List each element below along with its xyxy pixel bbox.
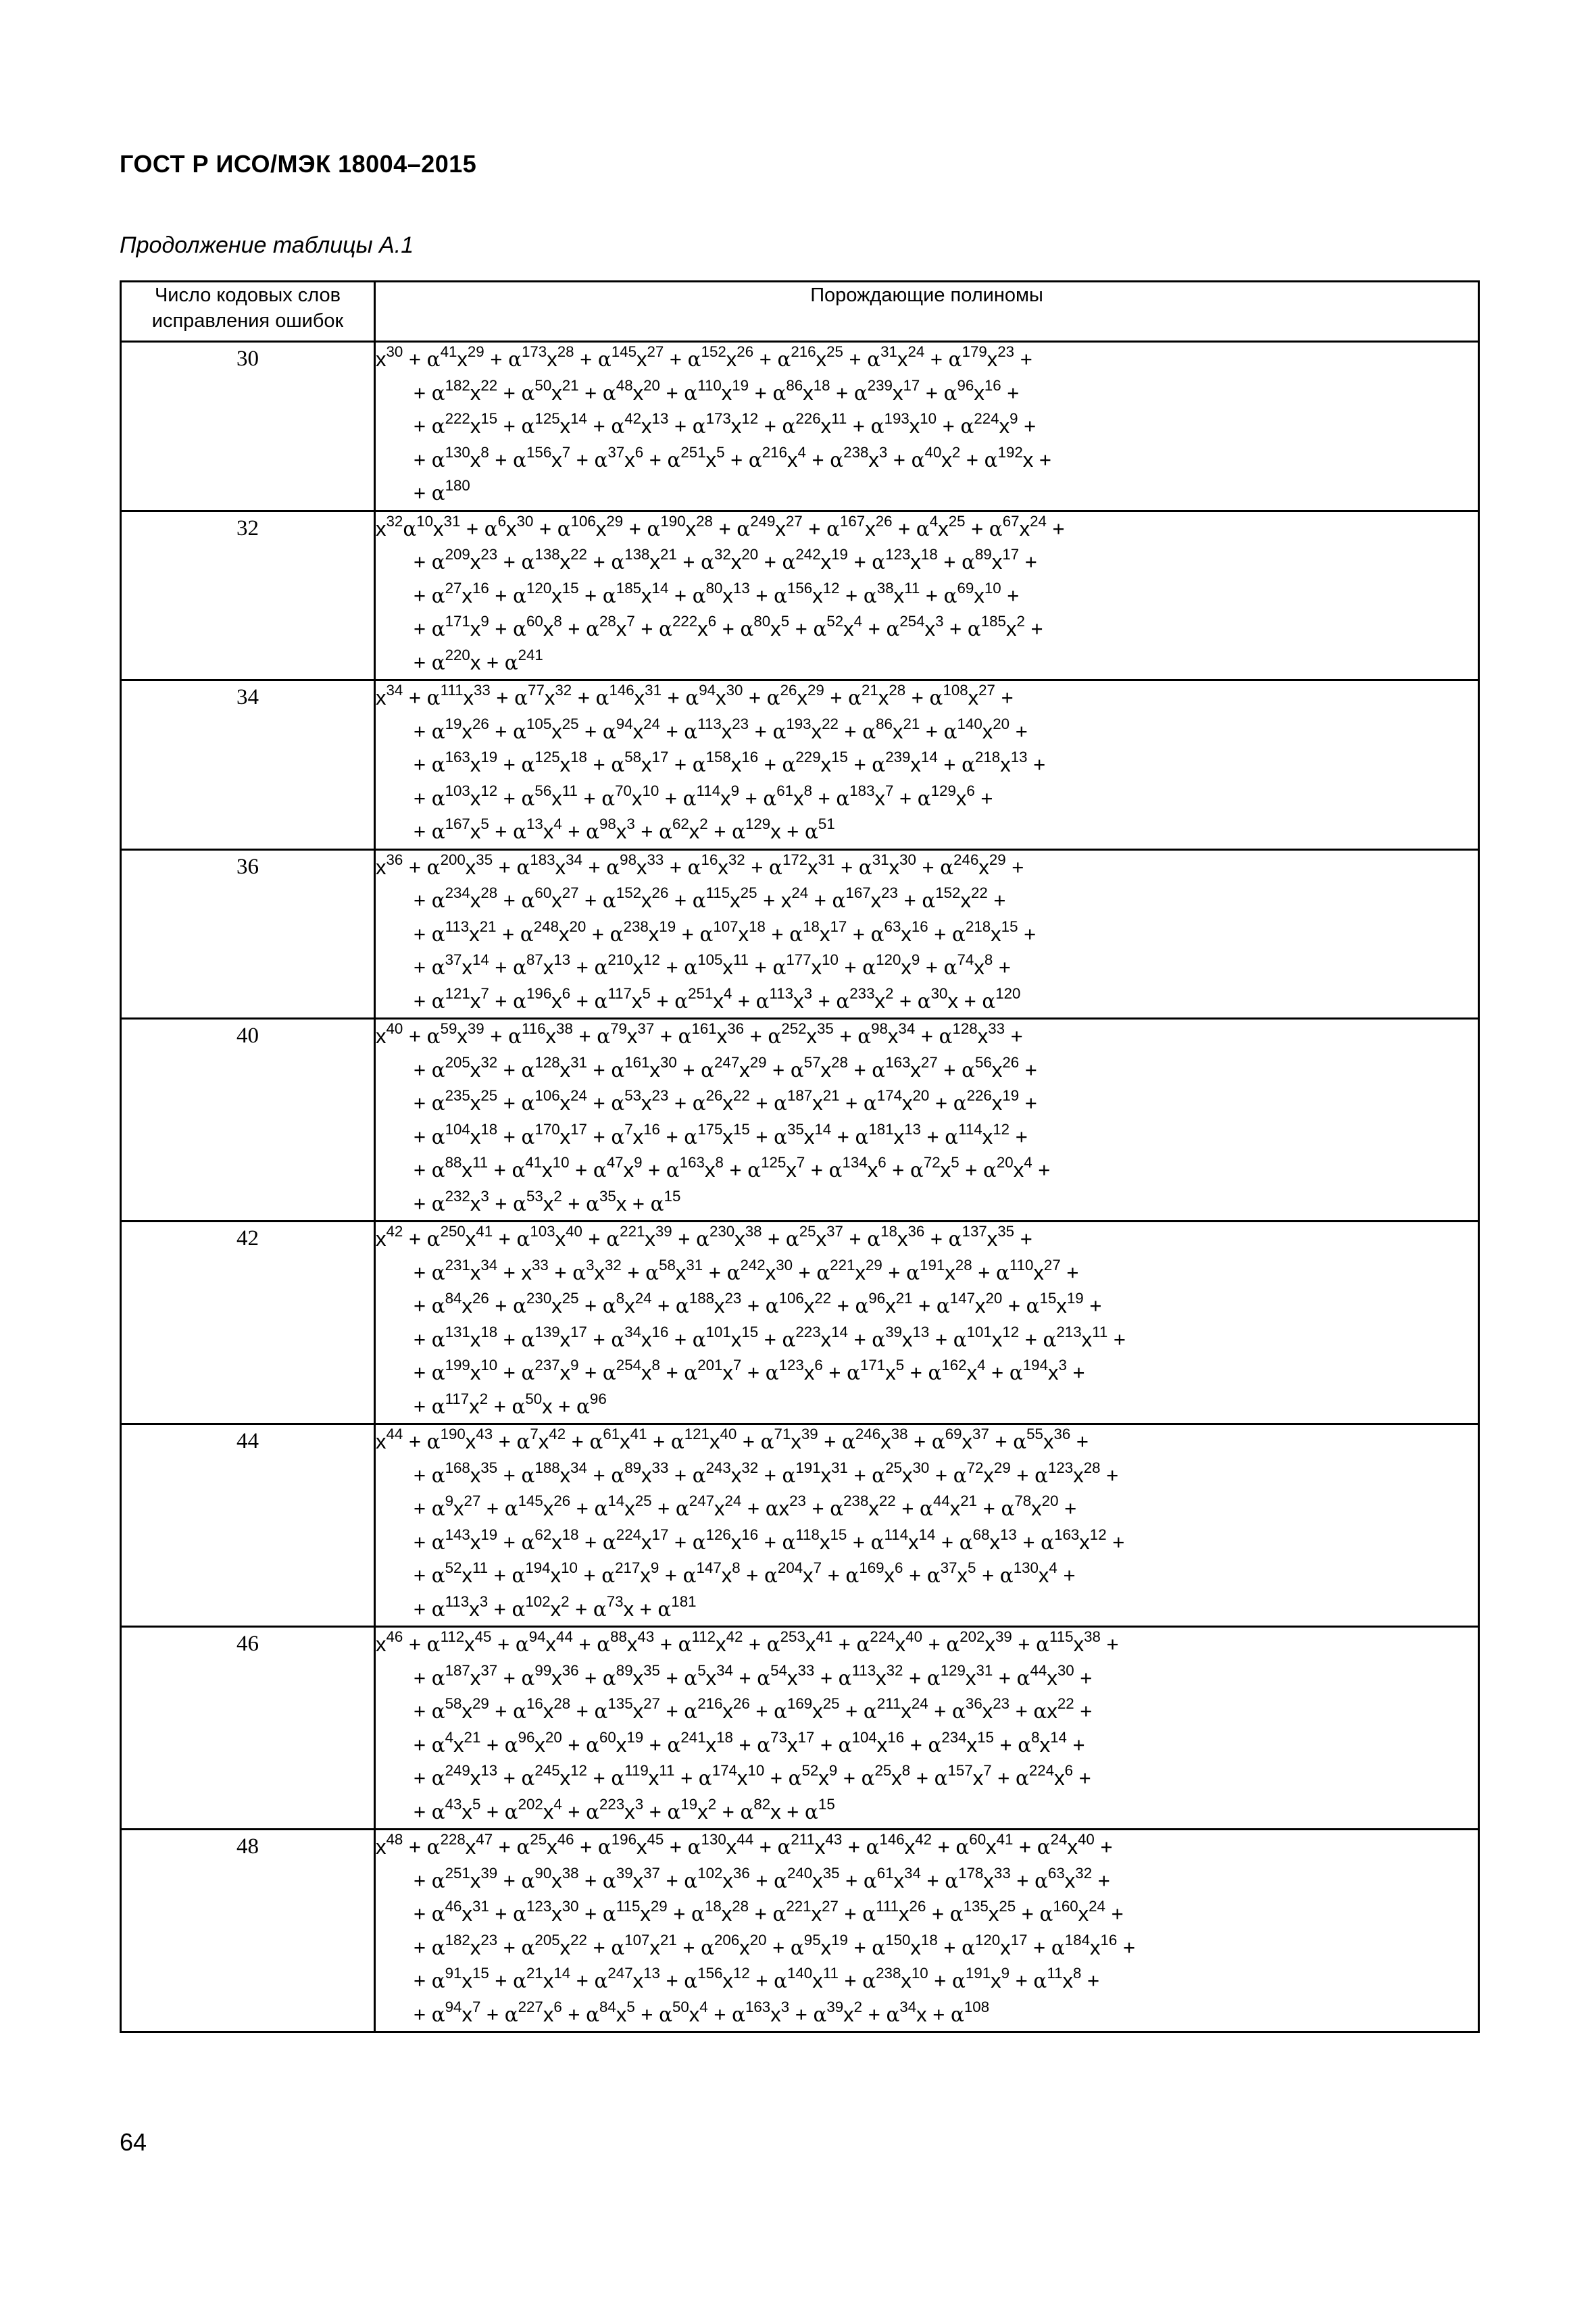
polynomial-line: $x^{40} + \alpha^{59}x^{39} + \alpha^{116}x^{38} + \alpha^{79}x^{37} + \alpha^{161}x^{36} + \alpha^{252}x^{35} + \alpha^{98}x^{34} + \alpha^{128}x^{33}$ + bbox=[376, 1020, 1023, 1048]
polynomial-line: + α249x13 + α245x12 + α119x11 + α174x10 + α52x9 + α25x8 + α157x7 + α224x6 + bbox=[414, 1762, 1091, 1790]
polynomial-line: + α143x19 + α62x18 + α224x17 + α126x16 + α118x15 + α114x14 + α68x13 + α163x12 + bbox=[414, 1526, 1125, 1554]
polynomial-line: + $\alpha^{103}x^{12} + \alpha^{56}x^{11} + \alpha^{70}x^{10} + \alpha^{114}x^9 + \alpha^{61}x^8 + \alpha^{183}x^7 + \alpha^{129}x^6$ + bbox=[414, 782, 993, 810]
polynomial-line: + α199x10 + α237x9 + α254x8 + α201x7 + α123x6 + α171x5 + α162x4 + α194x3 + bbox=[414, 1357, 1085, 1384]
polynomial-line: + α131x18 + α139x17 + α34x16 + α101x15 + α223x14 + α39x13 + α101x12 + α213x11 + bbox=[414, 1323, 1126, 1351]
polynomial-line: + $\alpha^{171}x^9 + \alpha^{60}x^8 + \alpha^{28}x^7 + \alpha^{222}x^6 + \alpha^{80}x^5 + \alpha^{52}x^4 + \alpha^{254}x^3 + \alpha^{185}x^2$ + bbox=[414, 613, 1043, 640]
polynomial-line: + α168x35 + α188x34 + α89x33 + α243x32 + α191x31 + α25x30 + α72x29 + α123x28 + bbox=[414, 1459, 1119, 1487]
codeword-count-cell: 48 bbox=[121, 1830, 375, 2032]
column-header-codewords bbox=[121, 282, 375, 342]
polynomial-line: x44 + α190x43 + α7x42 + α61x41 + α121x40 + α71x39 + α246x38 + α69x37 + α55x36 + bbox=[376, 1426, 1089, 1453]
column-header-polynomials: Порождающие полиномы bbox=[375, 282, 1479, 342]
polynomial-cell bbox=[375, 1424, 1479, 1627]
codeword-count-cell: 40 bbox=[121, 1019, 375, 1222]
table-row bbox=[121, 511, 1479, 680]
polynomial-line: + $\alpha^{104}x^{18} + \alpha^{170}x^{17} + \alpha^7x^{16} + \alpha^{175}x^{15} + \alpha^{35}x^{14} + \alpha^{181}x^{13} + \alpha^{114}x^{12}$ + bbox=[414, 1120, 1028, 1149]
polynomial-line: + α58x29 + α16x28 + α135x27 + α216x26 + α169x25 + α211x24 + α36x23 + αx22 + bbox=[414, 1695, 1093, 1723]
polynomial-line: x46 + α112x45 + α94x44 + α88x43 + α112x42 + α253x41 + α224x40 + α202x39 + α115x38 + bbox=[376, 1628, 1119, 1656]
polynomial-cell bbox=[375, 342, 1479, 511]
polynomial-line: + $\alpha^{209}x^{23} + \alpha^{138}x^{22} + \alpha^{138}x^{21} + \alpha^{32}x^{20} + \alpha^{242}x^{19} + \alpha^{123}x^{18} + \alpha^{89}x^{17}$ + bbox=[414, 546, 1037, 574]
polynomial-line: + $\alpha^{130}x^8 + \alpha^{156}x^7 + \alpha^{37}x^6 + \alpha^{251}x^5 + \alpha^{216}x^4 + \alpha^{238}x^3 + \alpha^{40}x^2 + \alpha^{192}x$ + bbox=[414, 443, 1051, 472]
column-header-codewords-line1: Число кодовых слов bbox=[154, 284, 341, 306]
table-body bbox=[121, 342, 1479, 2032]
codeword-count-cell: 44 bbox=[121, 1424, 375, 1627]
polynomial-line: x48 + α228x47 + α25x46 + α196x45 + α130x44 + α211x43 + α146x42 + α60x41 + α24x40 + bbox=[376, 1831, 1113, 1859]
polynomial-line: + α4x21 + α96x20 + α60x19 + α241x18 + α73x17 + α104x16 + α234x15 + α8x14 + bbox=[414, 1728, 1085, 1757]
polynomial-line: + $\alpha^{180}$ bbox=[414, 477, 470, 505]
polynomial-line: + $\alpha^{121}x^7 + \alpha^{196}x^6 + \alpha^{117}x^5 + \alpha^{251}x^4 + \alpha^{113}x^3 + \alpha^{233}x^2 + \alpha^{30}x + \alpha^{120}$ bbox=[414, 984, 1021, 1013]
polynomial-line: + α231x34 + x33 + α3x32 + α58x31 + α242x30 + α221x29 + α191x28 + α110x27 + bbox=[414, 1256, 1079, 1284]
codeword-count-cell: 36 bbox=[121, 849, 375, 1019]
polynomial-cell bbox=[375, 849, 1479, 1019]
polynomial-line: + α46x31 + α123x30 + α115x29 + α18x28 + α221x27 + α111x26 + α135x25 + α160x24 + bbox=[414, 1898, 1124, 1926]
polynomial-line: + $\alpha^{235}x^{25} + \alpha^{106}x^{24} + \alpha^{53}x^{23} + \alpha^{26}x^{22} + \alpha^{187}x^{21} + \alpha^{174}x^{20} + \alpha^{226}x^{19}$ + bbox=[414, 1087, 1037, 1115]
polynomial-line: + $\alpha^{27}x^{16} + \alpha^{120}x^{15} + \alpha^{185}x^{14} + \alpha^{80}x^{13} + \alpha^{156}x^{12} + \alpha^{38}x^{11} + \alpha^{69}x^{10}$ + bbox=[414, 579, 1020, 607]
polynomial-line: + $\alpha^{88}x^{11} + \alpha^{41}x^{10} + \alpha^{47}x^9 + \alpha^{163}x^8 + \alpha^{125}x^7 + \alpha^{134}x^6 + \alpha^{72}x^5 + \alpha^{20}x^4$ + bbox=[414, 1154, 1051, 1182]
document-header: ГОСТ Р ИСО/МЭК 18004–2015 bbox=[120, 150, 477, 178]
codeword-count-cell: 30 bbox=[121, 342, 375, 511]
polynomial-line: + $\alpha^{37}x^{14} + \alpha^{87}x^{13} + \alpha^{210}x^{12} + \alpha^{105}x^{11} + \alpha^{177}x^{10} + \alpha^{120}x^9 + \alpha^{74}x^8$ + bbox=[414, 951, 1011, 979]
polynomial-line: + $\alpha^{113}x^{21} + \alpha^{248}x^{20} + \alpha^{238}x^{19} + \alpha^{107}x^{18} + \alpha^{18}x^{17} + \alpha^{63}x^{16} + \alpha^{218}x^{15}$ + bbox=[414, 917, 1037, 946]
polynomial-cell bbox=[375, 1222, 1479, 1424]
polynomial-line: $x^{34} + \alpha^{111}x^{33} + \alpha^{77}x^{32} + \alpha^{146}x^{31} + \alpha^{94}x^{30} + \alpha^{26}x^{29} + \alpha^{21}x^{28} + \alpha^{108}x^{27}$ + bbox=[376, 682, 1014, 709]
codeword-count-cell: 42 bbox=[121, 1222, 375, 1424]
table-row bbox=[121, 1019, 1479, 1222]
polynomial-line: + $\alpha^{205}x^{32} + \alpha^{128}x^{31} + \alpha^{161}x^{30} + \alpha^{247}x^{29} + \alpha^{57}x^{28} + \alpha^{163}x^{27} + \alpha^{56}x^{26}$ + bbox=[414, 1053, 1037, 1082]
polynomial-line: + $\alpha^{182}x^{22} + \alpha^{50}x^{21} + \alpha^{48}x^{20} + \alpha^{110}x^{19} + \alpha^{86}x^{18} + \alpha^{239}x^{17} + \alpha^{96}x^{16}$ + bbox=[414, 376, 1020, 405]
polynomial-cell bbox=[375, 1830, 1479, 2032]
polynomial-cell bbox=[375, 1627, 1479, 1830]
generator-polynomials-table bbox=[120, 280, 1480, 2033]
codeword-count-cell: 32 bbox=[121, 511, 375, 680]
table-row bbox=[121, 849, 1479, 1019]
polynomial-line: + $\alpha^{19}x^{26} + \alpha^{105}x^{25} + \alpha^{94}x^{24} + \alpha^{113}x^{23} + \alpha^{193}x^{22} + \alpha^{86}x^{21} + \alpha^{140}x^{20}$ + bbox=[414, 715, 1028, 743]
polynomial-line: + α52x11 + α194x10 + α217x9 + α147x8 + α204x7 + α169x6 + α37x5 + α130x4 + bbox=[414, 1559, 1076, 1587]
polynomial-line: + $\alpha^{167}x^5 + \alpha^{13}x^4 + \alpha^{98}x^3 + \alpha^{62}x^2 + \alpha^{129}x + \alpha^{51}$ bbox=[414, 815, 835, 843]
codeword-count-cell: 46 bbox=[121, 1627, 375, 1830]
polynomial-line: $x^{32}\alpha^{10}x^{31} + \alpha^6x^{30} + \alpha^{106}x^{29} + \alpha^{190}x^{28} + \alpha^{249}x^{27} + \alpha^{167}x^{26} + \alpha^4x^{25} + \alpha^{67}x^{24}$ + bbox=[376, 512, 1065, 540]
polynomial-cell bbox=[375, 1019, 1479, 1222]
polynomial-line: + $\alpha^{163}x^{19} + \alpha^{125}x^{18} + \alpha^{58}x^{17} + \alpha^{158}x^{16} + \alpha^{229}x^{15} + \alpha^{239}x^{14} + \alpha^{218}x^{13}$ + bbox=[414, 749, 1046, 776]
polynomial-line: x42 + α250x41 + α103x40 + α221x39 + α230x38 + α25x37 + α18x36 + α137x35 + bbox=[376, 1223, 1032, 1251]
polynomial-line: + $\alpha^{232}x^3 + \alpha^{53}x^2 + \alpha^{35}x + \alpha^{15}$ bbox=[414, 1187, 681, 1215]
table-row bbox=[121, 1222, 1479, 1424]
polynomial-line: + α94x7 + α227x6 + α84x5 + α50x4 + α163x3 + α39x2 + α34x + α108 bbox=[414, 1998, 990, 2026]
table-row bbox=[121, 1627, 1479, 1830]
polynomial-line: $x^{36} + \alpha^{200}x^{35} + \alpha^{183}x^{34} + \alpha^{98}x^{33} + \alpha^{16}x^{32} + \alpha^{172}x^{31} + \alpha^{31}x^{30} + \alpha^{246}x^{29}$ + bbox=[376, 851, 1024, 879]
polynomial-line: + α43x5 + α202x4 + α223x3 + α19x2 + α82x + α15 bbox=[414, 1795, 835, 1823]
table-row bbox=[121, 1830, 1479, 2032]
table-header-row bbox=[121, 282, 1479, 342]
page-number: 64 bbox=[120, 2128, 147, 2156]
polynomial-cell bbox=[375, 680, 1479, 850]
polynomial-line: + α9x27 + α145x26 + α14x25 + α247x24 + αx23 + α238x22 + α44x21 + α78x20 + bbox=[414, 1492, 1077, 1520]
polynomial-line: + α251x39 + α90x38 + α39x37 + α102x36 + α240x35 + α61x34 + α178x33 + α63x32 + bbox=[414, 1864, 1110, 1892]
polynomial-line: + α117x2 + α50x + α96 bbox=[414, 1390, 607, 1418]
polynomial-cell bbox=[375, 511, 1479, 680]
polynomial-line: + α91x15 + α21x14 + α247x13 + α156x12 + α140x11 + α238x10 + α191x9 + α11x8 + bbox=[414, 1965, 1100, 1992]
polynomial-line: $x^{30} + \alpha^{41}x^{29} + \alpha^{173}x^{28} + \alpha^{145}x^{27} + \alpha^{152}x^{26} + \alpha^{216}x^{25} + \alpha^{31}x^{24} + \alpha^{179}x^{23}$ + bbox=[376, 343, 1032, 371]
column-header-codewords-line2: исправления ошибок bbox=[151, 310, 344, 332]
table-row bbox=[121, 342, 1479, 511]
polynomial-line: + α182x23 + α205x22 + α107x21 + α206x20 + α95x19 + α150x18 + α120x17 + α184x16 + bbox=[414, 1931, 1136, 1959]
polynomial-line: + $\alpha^{222}x^{15} + \alpha^{125}x^{14} + \alpha^{42}x^{13} + \alpha^{173}x^{12} + \alpha^{226}x^{11} + \alpha^{193}x^{10} + \alpha^{224}x^9$ + bbox=[414, 410, 1037, 438]
table-row bbox=[121, 680, 1479, 850]
polynomial-line: + α187x37 + α99x36 + α89x35 + α5x34 + α54x33 + α113x32 + α129x31 + α44x30 + bbox=[414, 1661, 1093, 1690]
polynomial-line: + $\alpha^{234}x^{28} + \alpha^{60}x^{27} + \alpha^{152}x^{26} + \alpha^{115}x^{25} + x^{24} + \alpha^{167}x^{23} + \alpha^{152}x^{22}$ + bbox=[414, 884, 1006, 912]
polynomial-line: + α113x3 + α102x2 + α73x + α181 bbox=[414, 1592, 697, 1621]
polynomial-line: + $\alpha^{220}x + \alpha^{241}$ bbox=[414, 646, 543, 674]
polynomial-line: + α84x26 + α230x25 + α8x24 + α188x23 + α106x22 + α96x21 + α147x20 + α15x19 + bbox=[414, 1290, 1102, 1317]
codeword-count-cell: 34 bbox=[121, 680, 375, 850]
table-caption: Продолжение таблицы А.1 bbox=[120, 232, 414, 258]
table-row bbox=[121, 1424, 1479, 1627]
